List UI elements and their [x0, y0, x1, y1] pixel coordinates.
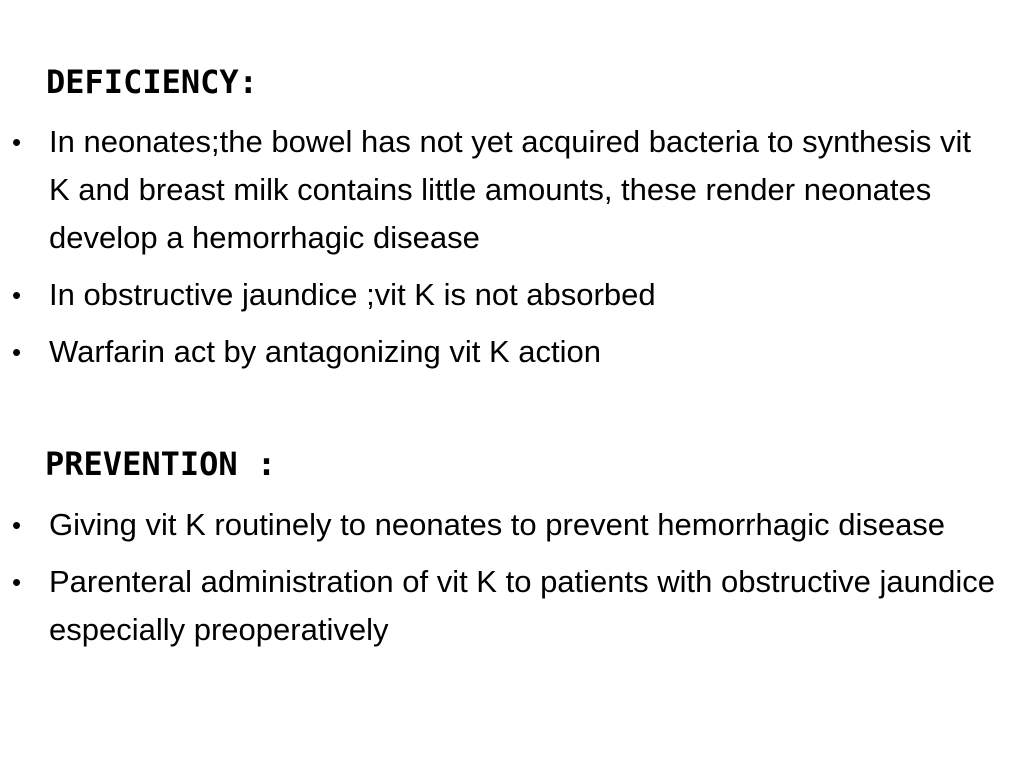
bullet-icon: •	[12, 510, 22, 540]
deficiency-item-jaundice	[0, 271, 1000, 319]
bullet-icon: •	[12, 127, 22, 157]
deficiency-item-text: In neonates;the bowel has not yet acquired bacteria to synthesis vit K and breast milk contains little amounts, these render neonates develop a hemorrhagic disease	[49, 124, 971, 255]
prevention-item-text: Giving vit K routinely to neonates to prevent hemorrhagic disease	[49, 507, 946, 542]
deficiency-item-text: Warfarin act by antagonizing vit K action	[49, 334, 601, 369]
prevention-item-neonates	[0, 501, 1000, 549]
bullet-icon: •	[12, 280, 22, 310]
deficiency-list	[0, 118, 1000, 385]
prevention-list	[0, 501, 1000, 663]
deficiency-item-neonates	[0, 118, 1000, 262]
prevention-item-text: Parenteral administration of vit K to patients with obstructive jaundice especially preoperatively	[49, 564, 995, 647]
bullet-icon: •	[12, 337, 22, 367]
prevention-heading: PREVENTION :	[45, 445, 277, 483]
prevention-item-parenteral	[0, 558, 1000, 654]
deficiency-item-warfarin	[0, 328, 1000, 376]
deficiency-heading: DEFICIENCY:	[46, 63, 258, 101]
deficiency-item-text: In obstructive jaundice ;vit K is not absorbed	[49, 277, 656, 312]
bullet-icon: •	[12, 567, 22, 597]
